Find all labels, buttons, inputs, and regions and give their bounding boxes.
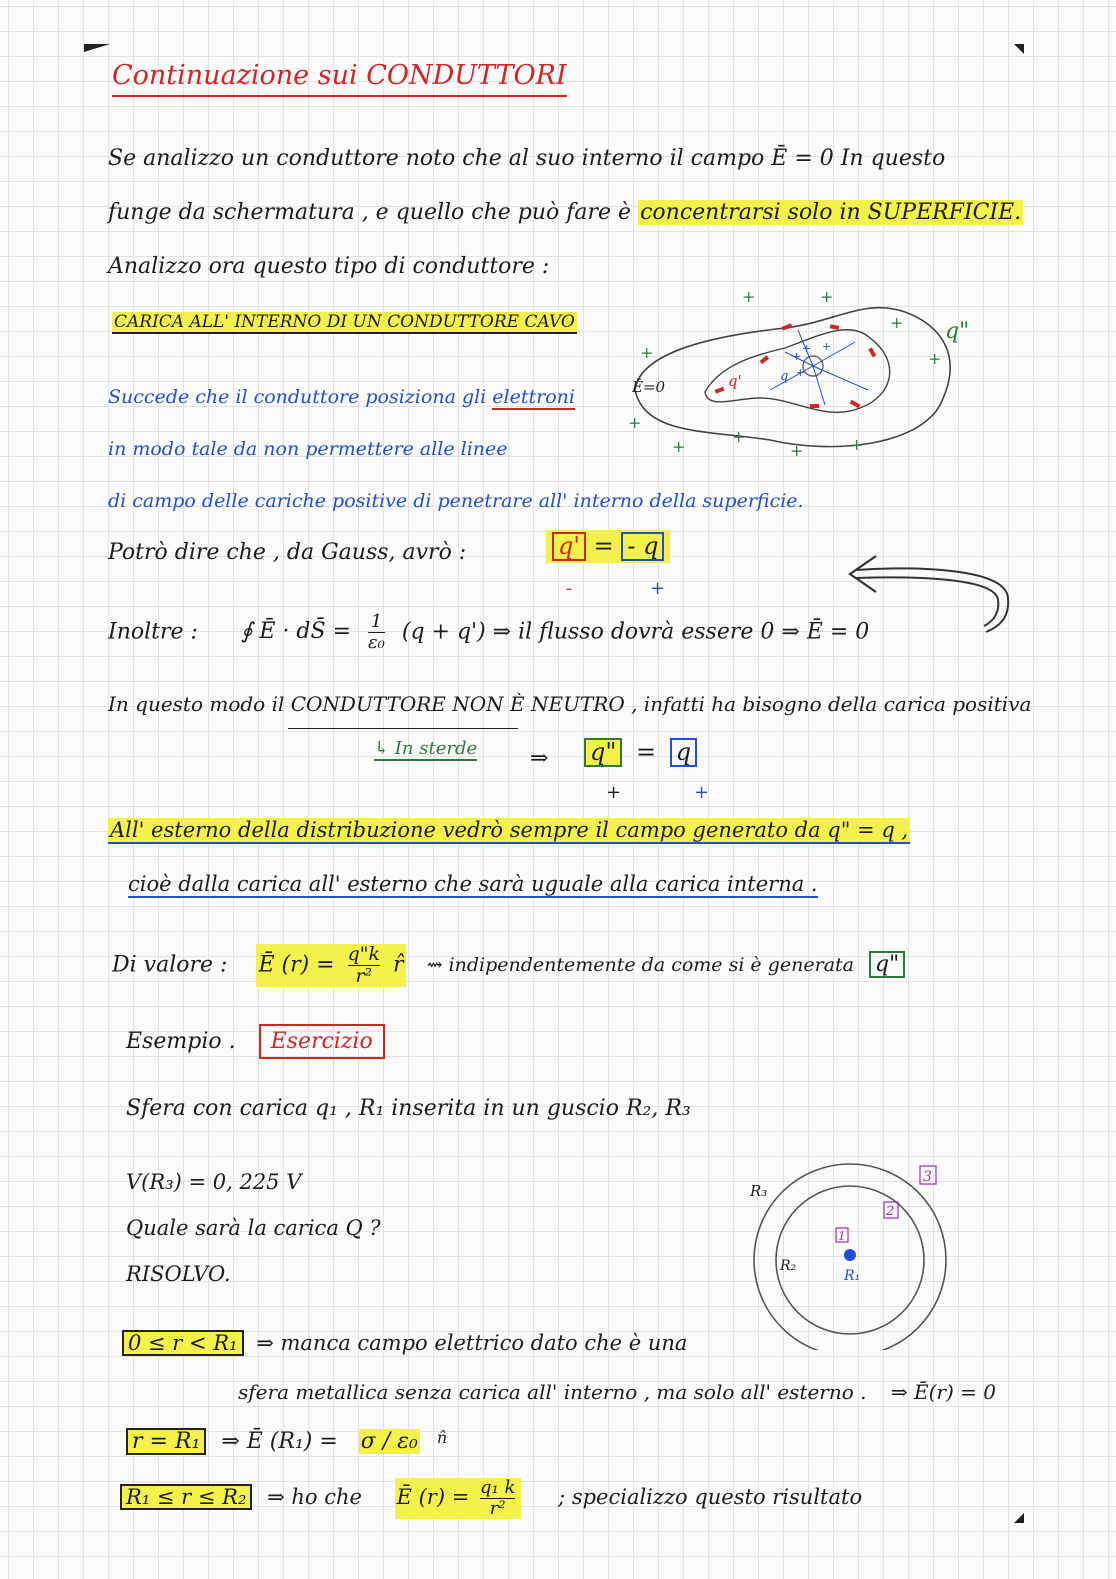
q-box: q (670, 738, 697, 767)
case-1-cont (238, 1380, 996, 1404)
scan-corner-mark (1014, 1513, 1024, 1523)
svg-text:+: + (640, 343, 654, 362)
case-1 (122, 1330, 687, 1356)
inoltre-label: Inoltre : (108, 619, 198, 645)
hollow-conductor-figure (610, 280, 1000, 470)
region-3-label: 3 (923, 1169, 932, 1185)
neutro-line: In questo modo il CONDUTTORE NON È NEUTRO , infatti ha bisogno della carica positiva (108, 692, 1032, 716)
case-2 (126, 1428, 447, 1455)
case-1-result: ⇒ Ē(r) = 0 (890, 1380, 996, 1404)
case-2-text: ⇒ Ē (R₁) = (221, 1429, 338, 1454)
sign-minus: - (566, 578, 573, 599)
q-prime-box: q' (552, 532, 586, 561)
svg-text:+: + (742, 287, 756, 306)
blue-line-1 (108, 386, 575, 408)
svg-text:+: + (850, 435, 864, 454)
q-label: q (780, 369, 789, 384)
case-3-formula: Ē (r) = $\frac{\text{q₁ k}}{\text{r²}}$ (395, 1478, 522, 1519)
sign-plus: + (650, 578, 666, 599)
valore-text: ⇝ indipendentemente da come si è generata (426, 954, 854, 977)
fraction-one-over-eps: $\frac{1}{\text{ε₀}}$ (368, 611, 385, 653)
case-3-text: ⇒ ho che (267, 1484, 362, 1509)
intro-line-3: Analizzo ora questo tipo di conduttore : (108, 254, 550, 279)
region-1-label: 1 (838, 1229, 846, 1243)
intro-line-1: Se analizzo un conduttore noto che al suo interno il campo Ē = 0 In questo (108, 146, 946, 171)
q-double-box-2: q" (869, 951, 905, 978)
field-formula: Ē (r) = $\frac{q"k}{\text{r²}}$ r̂ (258, 943, 404, 987)
problem-line-4: RISOLVO. (126, 1262, 231, 1286)
neutro-sub: ↳ In sterde (374, 738, 478, 759)
sign-plus-1: + (606, 782, 622, 803)
case-1-box: 0 ≤ r < R₁ (122, 1330, 244, 1356)
minus-q-box: - q (621, 532, 664, 561)
q-double-label: q" (945, 319, 970, 344)
blue-line-3: di campo delle cariche positive di penetrare all' interno della superficie. (108, 490, 804, 512)
inoltre-line (108, 612, 869, 653)
r2-label: R₂ (780, 1258, 797, 1274)
q-double-box: q" (584, 738, 622, 767)
r1-label: R₁ (844, 1268, 861, 1284)
problem-line-2: V(R₃) = 0, 225 V (126, 1170, 302, 1194)
scan-corner-mark (84, 44, 110, 52)
gauss-equation (546, 530, 670, 563)
case-2-box: r = R₁ (126, 1428, 206, 1455)
svg-text:+: + (628, 413, 642, 432)
case-1-text-2: sfera metallica senza carica all' interno , ma solo all' esterno . (238, 1380, 867, 1404)
blue-line-2: in modo tale da non permettere alle linee (108, 438, 508, 460)
sign-plus-2: + (694, 782, 710, 803)
intro-line-2b: concentrarsi solo in SUPERFICIE. (640, 200, 1022, 225)
neutro-equation: q" = q (584, 738, 697, 767)
intro-line-2a: funge da schermatura , e quello che può fare è (108, 200, 632, 225)
case-1-text: ⇒ manca campo elettrico dato che è una (256, 1331, 688, 1355)
case-3 (120, 1478, 862, 1519)
svg-text:+: + (790, 441, 804, 460)
field-lines (770, 330, 868, 405)
region-2-label: 2 (886, 1204, 895, 1219)
scan-corner-mark (1014, 44, 1024, 54)
svg-text:+: + (820, 287, 834, 306)
problem-line-3: Quale sarà la carica Q ? (126, 1216, 381, 1240)
esercizio-box: Esercizio (259, 1024, 385, 1059)
r3-label: R₃ (750, 1182, 768, 1200)
concentric-spheres-figure (744, 1160, 964, 1350)
esterno-line-2: cioè dalla carica all' esterno che sarà uguale alla carica interna . (128, 872, 818, 896)
gauss-text: Potrò dire che , da Gauss, avrò : (108, 540, 467, 565)
svg-text:+: + (890, 313, 904, 332)
esempio-line (126, 1024, 385, 1059)
case-2-frac: σ / ε₀ (360, 1429, 418, 1454)
intro-line-2 (108, 200, 1023, 225)
inoltre-rest: (q + q') ⇒ il flusso dovrà essere 0 ⇒ Ē = 0 (401, 619, 870, 645)
neutro-arrow: ⇒ (530, 746, 549, 771)
svg-text:+: + (792, 350, 802, 363)
blue-line-1b: elettroni (492, 386, 575, 408)
svg-text:+: + (672, 437, 686, 456)
curved-arrow-icon (846, 548, 1016, 638)
problem-line-1: Sfera con carica q₁ , R₁ inserita in un guscio R₂, R₃ (126, 1096, 691, 1121)
flux-integral: ∮ Ē · dS̄ = (240, 619, 352, 645)
section-heading: CARICA ALL' INTERNO DI UN CONDUTTORE CAVO (114, 312, 575, 332)
svg-text:+: + (802, 342, 812, 355)
underline-neutro (288, 728, 518, 729)
esterno-line-1: All' esterno della distribuzione vedrò sempre il campo generato da q" = q , (110, 818, 909, 842)
svg-text:+: + (732, 427, 746, 446)
case-3-box: R₁ ≤ r ≤ R₂ (120, 1484, 252, 1510)
page-title: Continuazione sui CONDUTTORI (112, 60, 567, 97)
esempio-label: Esempio . (126, 1029, 236, 1054)
blue-line-1a: Succede che il conduttore posiziona gli (108, 386, 487, 408)
case-3-rest: ; specializzo questo risultato (558, 1484, 863, 1509)
equals-sign: = (593, 532, 614, 560)
valore-label: Di valore : (112, 952, 228, 978)
svg-text:+: + (822, 340, 832, 353)
q-prime-label: q' (728, 372, 742, 390)
case-2-unit: n̂ (436, 1428, 448, 1447)
svg-text:+: + (928, 349, 942, 368)
svg-text:+: + (796, 366, 806, 379)
central-sphere (844, 1249, 856, 1261)
e-zero-label: Ē=0 (632, 378, 666, 396)
valore-line (112, 944, 905, 987)
